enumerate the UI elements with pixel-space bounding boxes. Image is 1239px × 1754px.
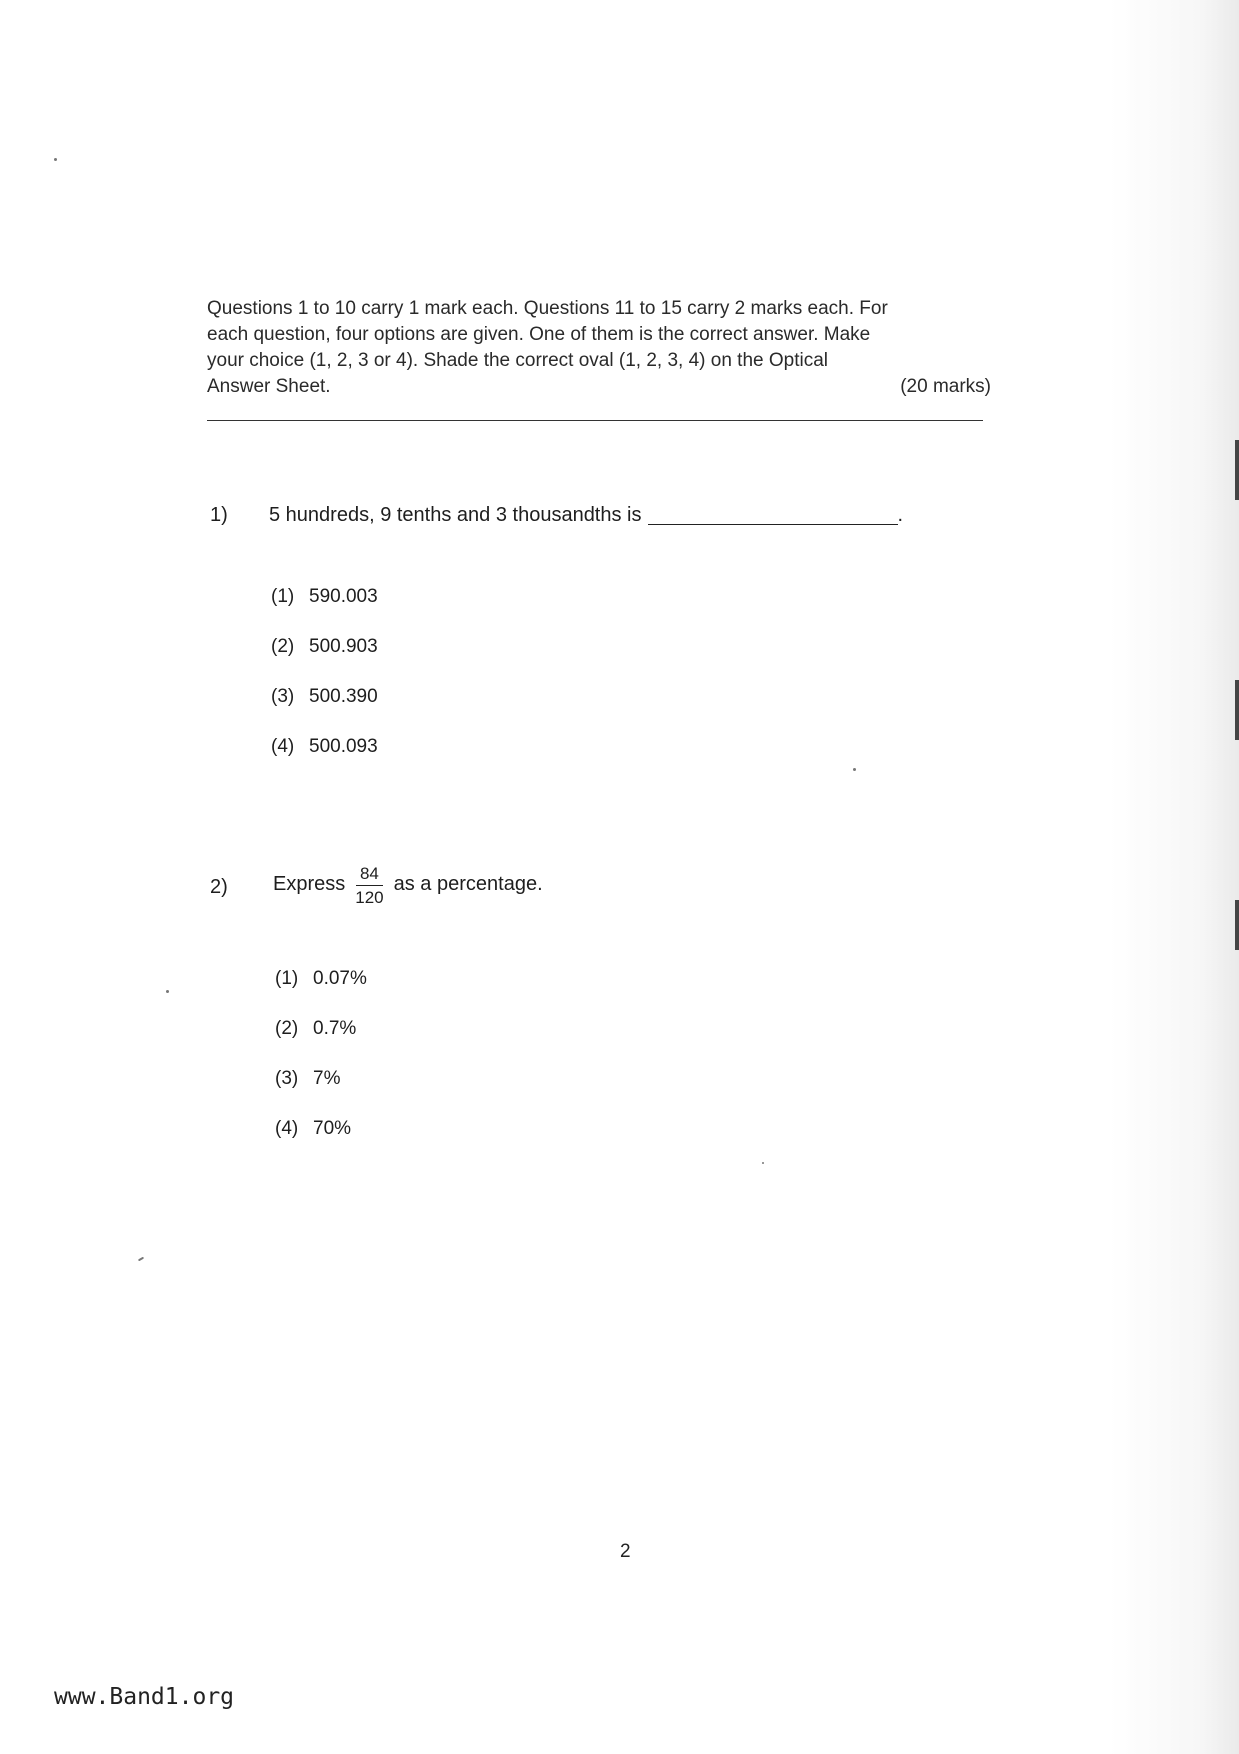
option-number: (1) xyxy=(275,968,299,989)
question-number: 1) xyxy=(210,504,228,526)
option-text: 0.07% xyxy=(313,968,367,989)
option-item xyxy=(275,968,367,1018)
fraction-numerator: 84 xyxy=(356,864,383,886)
question-number: 2) xyxy=(210,876,228,898)
question-text-row xyxy=(269,504,903,527)
page-number: 2 xyxy=(620,1541,631,1562)
option-text: 500.093 xyxy=(309,736,378,757)
option-number: (3) xyxy=(275,1068,299,1089)
option-item xyxy=(271,686,378,736)
scan-speck xyxy=(166,990,169,993)
option-item xyxy=(271,586,378,636)
option-item xyxy=(271,636,378,686)
divider-rule xyxy=(207,420,983,421)
question-text-row xyxy=(273,862,543,906)
scan-speck xyxy=(138,1257,144,1262)
instructions-block xyxy=(207,296,991,400)
option-number: (2) xyxy=(271,636,295,657)
total-marks: (20 marks) xyxy=(900,376,991,397)
question-2-options xyxy=(275,968,367,1168)
scan-mark xyxy=(1235,900,1239,950)
question-text: as a percentage. xyxy=(393,872,543,895)
instructions-line: Questions 1 to 10 carry 1 mark each. Questions 11 to 15 carry 2 marks each. For xyxy=(207,298,888,319)
scan-speck xyxy=(853,768,856,771)
option-text: 7% xyxy=(313,1068,341,1089)
instructions-line: each question, four options are given. One of them is the correct answer. Make xyxy=(207,324,871,345)
answer-blank xyxy=(648,506,898,525)
scan-shading xyxy=(1109,0,1239,1754)
option-number: (1) xyxy=(271,586,295,607)
option-text: 590.003 xyxy=(309,586,378,607)
option-item xyxy=(271,736,378,786)
option-number: (2) xyxy=(275,1018,299,1039)
option-item xyxy=(275,1018,367,1068)
question-text: 5 hundreds, 9 tenths and 3 thousandths is xyxy=(269,504,642,526)
option-text: 70% xyxy=(313,1118,352,1139)
question-1-options xyxy=(271,586,378,786)
fraction-denominator: 120 xyxy=(355,888,384,907)
question-text: Express xyxy=(273,872,346,895)
scan-mark xyxy=(1235,440,1239,500)
option-item xyxy=(275,1118,367,1168)
option-number: (4) xyxy=(275,1118,299,1139)
footer-url: www.Band1.org xyxy=(54,1684,235,1710)
scan-speck xyxy=(762,1162,764,1164)
instructions-line: your choice (1, 2, 3 or 4). Shade the correct oval (1, 2, 3, 4) on the Optical xyxy=(207,350,828,371)
fraction xyxy=(351,864,387,908)
option-number: (3) xyxy=(271,686,295,707)
option-number: (4) xyxy=(271,736,295,757)
instructions-line: Answer Sheet. xyxy=(207,376,331,397)
option-item xyxy=(275,1068,367,1118)
instructions-last-line xyxy=(207,374,991,400)
scan-mark xyxy=(1235,680,1239,740)
question-punctuation: . xyxy=(897,504,904,526)
scan-speck xyxy=(54,158,57,161)
option-text: 500.390 xyxy=(309,686,378,707)
option-text: 0.7% xyxy=(313,1018,357,1039)
option-text: 500.903 xyxy=(309,636,378,657)
